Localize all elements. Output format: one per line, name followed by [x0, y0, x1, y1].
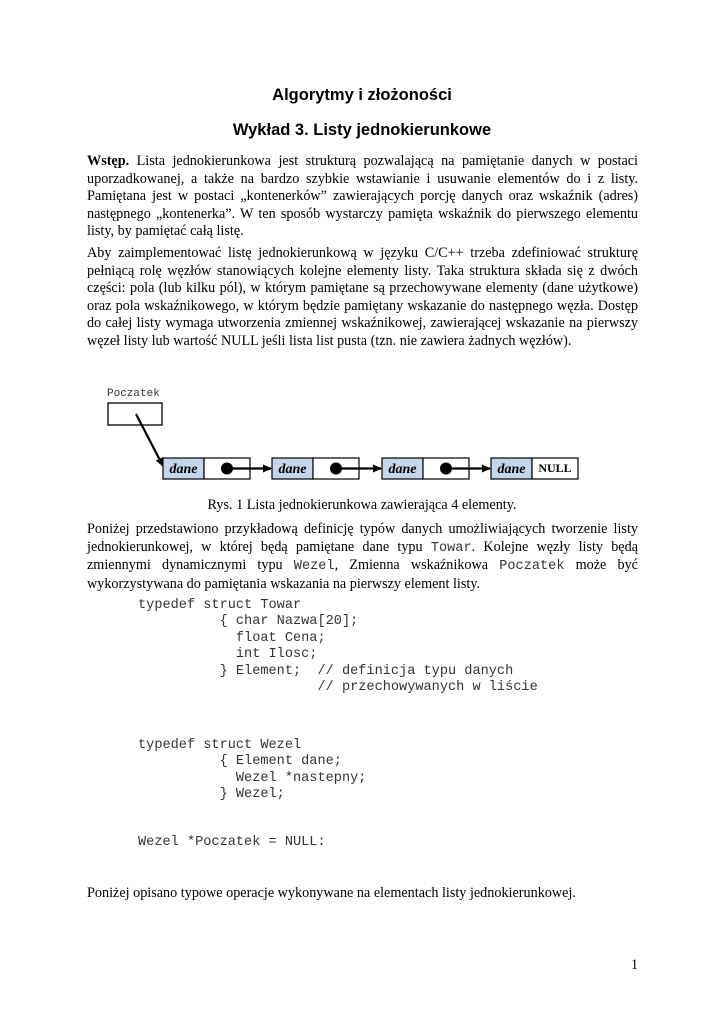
paragraph-text: . Kolejne węzły listy będą zmiennymi dynamicznymi typu	[87, 538, 638, 574]
list-node	[491, 458, 578, 479]
inline-code-towar: Towar	[430, 540, 472, 556]
code-block-towar: typedef struct Towar { char Nazwa[20]; float Cena; int Ilosc; } Element; // definicja typu danych // przechowywanych w liście	[138, 598, 538, 696]
type-definition-paragraph	[87, 521, 638, 593]
operations-paragraph: Poniżej opisano typowe operacje wykonywane na elementach listy jednokierunkowej.	[87, 885, 576, 901]
node-data-label: dane	[169, 462, 198, 477]
node-data-label: dane	[388, 462, 417, 477]
intro-lead: Wstęp.	[87, 153, 130, 169]
page-number: 1	[631, 957, 639, 973]
paragraph-text: może być wykorzystywana do pamiętania wskazania na pierwszy element listy.	[87, 557, 638, 592]
head-pointer-label: Poczatek	[107, 388, 160, 400]
node-data-label: dane	[278, 462, 307, 477]
inline-code-poczatek: Poczatek	[499, 559, 565, 575]
intro-text: Lista jednokierunkowa jest strukturą pozwalającą na pamiętanie danych w postaci uporzadkowanej, a także na bardzo szybkie wstawianie i usuwanie elementów do i z listy. Pamiętana jest w postaci „kontenerków” zawierających porcję danych oraz wskaźnik (adres) następnego „kontenerka”. W ten sposób wystarczy pamięta wskaźnik do pierwszego elementu listy, by pamiętać całą listę.	[87, 153, 638, 240]
course-title: Algorytmy i złożoności	[272, 86, 452, 104]
implementation-paragraph: Aby zaimplementować listę jednokierunkową w języku C/C++ trzeba zdefiniować strukturę pełniącą rolę węzłów stanowiących kolejne elementy listy. Taka struktura składa się z dwóch części: pola (lub kilku pól), w którym pamiętane są przechowywane elementy (dane użytkowe) oraz pola wskaźnikowego, w którym będzie pamiętany wskazanie do następnego węzła. Dostęp do całej listy wymaga utworzenia zmiennej wskaźnikowej, zawierającej wskazanie na pierwszy węzeł listy lub wartość NULL jeśli lista list pusta (tzn. nie zawiera żadnych węzłów).	[87, 245, 638, 349]
head-pointer-box	[108, 403, 162, 425]
lecture-title: Wykład 3. Listy jednokierunkowe	[232, 121, 492, 139]
node-data-label: dane	[497, 462, 526, 477]
inline-code-wezel: Wezel	[293, 559, 335, 575]
figure-caption: Rys. 1 Lista jednokierunkowa zawierająca 4 elementy.	[207, 497, 517, 513]
code-block-poczatek: Wezel *Poczatek = NULL:	[138, 835, 326, 850]
paragraph-text: Poniżej przedstawiono przykładową definicję typów danych umożliwiających tworzenie listy jednokierunkowej, w której będą pamiętane dane typu	[87, 521, 638, 555]
intro-paragraph	[87, 153, 638, 241]
null-label: NULL	[538, 461, 572, 475]
paragraph-text: , Zmienna wskaźnikowa	[334, 557, 500, 574]
code-block-wezel: typedef struct Wezel { Element dane; Wezel *nastepny; } Wezel;	[138, 738, 367, 803]
linked-list-diagram	[0, 380, 724, 490]
